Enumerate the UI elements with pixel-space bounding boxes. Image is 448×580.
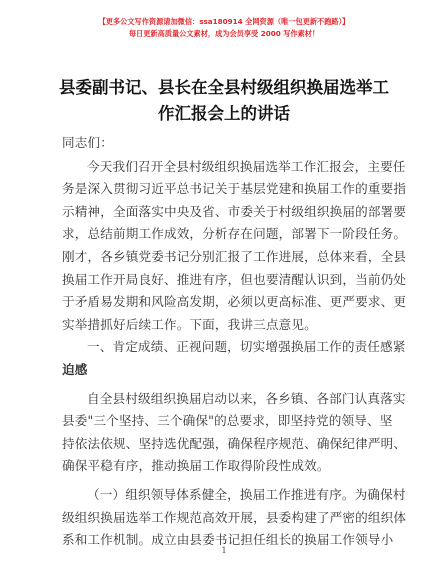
paragraph-intro <box>62 156 407 337</box>
paragraph-line: 自全县村级组织换届启动以来，各乡镇、各部门认真落实 <box>87 390 406 406</box>
paragraph-line: 今天我们召开全县村级组织换届选举工作汇报会，主要任 <box>87 158 406 174</box>
paragraph-achievements <box>62 388 407 478</box>
paragraph-line: 实举措抓好后续工作。下面，我讲三点意见。 <box>62 316 317 332</box>
paragraph-line: 示精神，全面落实中央及省、市委关于村级组织换届的部署要 <box>62 203 407 219</box>
paragraph-line: 确保平稳有序，推动换届工作取得阶段性成效。 <box>62 458 330 474</box>
paragraph-line: 务是深入贯彻习近平总书记关于基层党建和换届工作的重要指 <box>62 181 407 197</box>
salutation <box>62 132 388 155</box>
paragraph-line: 级组织换届选举工作规范高效开展，县委构建了严密的组织体 <box>62 509 407 525</box>
title-line-1: 县委副书记、县长在全县村级组织换届选举工 <box>59 78 389 97</box>
document-body <box>62 132 407 552</box>
promo-banner-line-2: 每日更新高质量公文素材，成为会员享受 2000 写作素材！ <box>128 29 320 38</box>
title-line-2: 作汇报会上的讲话 <box>158 104 290 123</box>
paragraph-line: 换届工作开局良好、推进有序，但也要清醒认识到，当前仍处 <box>62 271 407 287</box>
paragraph-line: 县委"三个坚持、三个确保"的总要求，即坚持党的领导、坚 <box>62 413 393 429</box>
salutation-text: 同志们： <box>62 135 113 150</box>
paragraph-line: 持依法依规、坚持选优配强，确保程序规范、确保纪律严明、 <box>62 435 407 451</box>
page-number: 1 <box>221 546 227 555</box>
section-heading-1 <box>62 336 406 381</box>
paragraph-line: 求，总结前期工作成效，分析存在问题，部署下一阶段任务。 <box>62 226 407 242</box>
paragraph-line: 刚才，各乡镇党委书记分别汇报了工作进展，总体来看，全县 <box>62 248 407 264</box>
promo-banner-line-1: 【更多公文写作资源请加微信：ssa180914 全网资源（唯一包更新不跑路）】 <box>98 17 350 26</box>
paragraph-organization <box>62 484 407 552</box>
paragraph-line: 系和工作机制。成立由县委书记担任组长的换届工作领导小 <box>62 532 394 548</box>
paragraph-line: 于矛盾易发期和风险高发期，必须以更高标准、更严要求、更 <box>62 294 407 310</box>
section-heading-line: 一、肯定成绩、正视问题，切实增强换届工作的责任感紧 <box>87 339 406 355</box>
paragraph-line: （一）组织领导体系健全，换届工作推进有序。为确保村 <box>87 486 406 502</box>
document-title <box>56 75 392 127</box>
section-heading-line: 迫感 <box>62 361 88 377</box>
